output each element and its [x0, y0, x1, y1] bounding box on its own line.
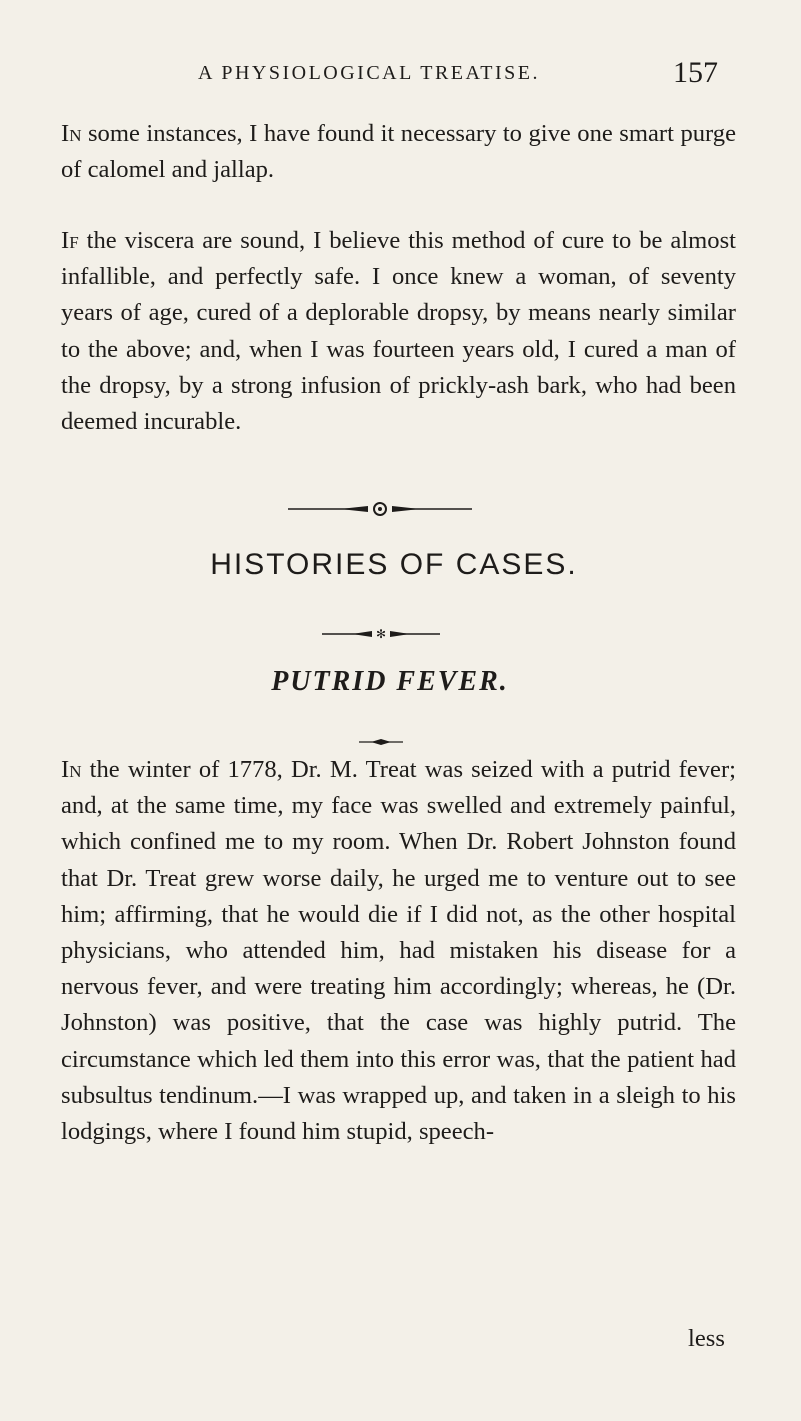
- paragraph-lead-word: In: [61, 120, 82, 147]
- paragraph-viscera: [61, 223, 736, 440]
- ornamental-rule-icon: [316, 627, 446, 641]
- running-header: [198, 56, 718, 89]
- catchword: less: [688, 1325, 725, 1352]
- section-heading: HISTORIES OF CASES.: [210, 548, 578, 581]
- svg-text:✻: ✻: [375, 627, 387, 641]
- subsection-heading: PUTRID FEVER.: [271, 666, 509, 697]
- ornamental-rule-icon: [280, 502, 480, 516]
- paragraph-text: the winter of 1778, Dr. M. Treat was seized with a putrid fever; and, at the same time, my face was swelled and extremely painful, which confined me to my room. When Dr. Robert Johnston found that Dr. Treat grew worse daily, he urged me to venture out to see him; affirming, that he would die if I did not, as the other hospital physicians, who attended him, had mistaken his disease for a nervous fever, and were treating him accordingly; whereas, he (Dr. Johnston) was positive, that the case was highly putrid. The circumstance which led them into this error was, that the patient had subsultus tendinum.—I was wrapped up, and taken in a sleigh to his lodgings, where I found him stupid, speech-: [61, 756, 736, 1146]
- running-title: A PHYSIOLOGICAL TREATISE.: [198, 62, 540, 84]
- paragraph-calomel: [61, 116, 736, 188]
- page-number: 157: [673, 56, 718, 89]
- short-rule-icon: [357, 735, 405, 749]
- paragraph-text: some instances, I have found it necessary to give one smart purge of calomel and jallap.: [61, 120, 736, 184]
- paragraph-lead-word: In: [61, 756, 82, 783]
- paragraph-case-history: [61, 752, 736, 1150]
- paragraph-text: the viscera are sound, I believe this method of cure to be almost infallible, and perfectly safe. I once knew a woman, of seventy years of age, cured of a deplorable dropsy, by means nearly similar to the above; and, when I was fourteen years old, I cured a man of the dropsy, by a strong infusion of prickly-ash bark, who had been deemed incurable.: [61, 227, 736, 436]
- paragraph-lead-word: If: [61, 227, 79, 254]
